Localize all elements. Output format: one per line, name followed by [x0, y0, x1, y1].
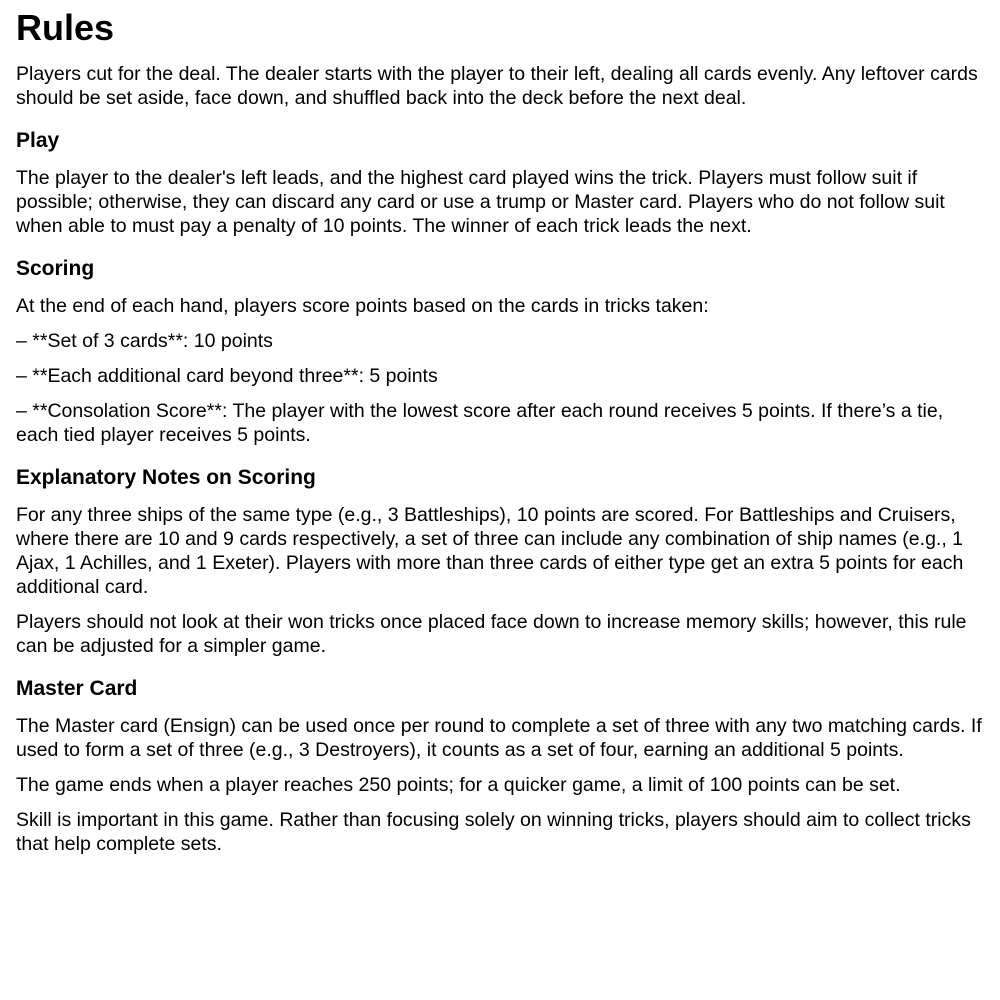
paragraph-dealing: Players cut for the deal. The dealer starts with the player to their left, dealing all cards evenly. Any leftover cards should be set aside, face down, and shuffled back into the deck before the next deal.: [16, 63, 978, 109]
paragraph-play: The player to the dealer's left leads, and the highest card played wins the trick. Players must follow suit if possible; otherwise, they can discard any card or use a trump or Master card. Players who do not follow suit when able to must pay a penalty of 10 points. The winner of each trick leads the next.: [16, 167, 945, 237]
paragraph-skill: Skill is important in this game. Rather than focusing solely on winning tricks, players should aim to collect tricks that help complete sets.: [16, 809, 971, 855]
paragraph-ship-sets: For any three ships of the same type (e.g., 3 Battleships), 10 points are scored. For Battleships and Cruisers, where there are 10 and 9 cards respectively, a set of three can include any combination of ship names (e.g., 1 Ajax, 1 Achilles, and 1 Exeter). Players with more than three cards of either type get an extra 5 points for each additional card.: [16, 504, 964, 598]
rules-document: [16, 8, 984, 856]
list-item-additional-card: – **Each additional card beyond three**: 5 points: [16, 365, 438, 387]
section-heading-master-card: Master Card: [16, 677, 138, 700]
section-heading-play: Play: [16, 129, 60, 152]
paragraph-memory-rule: Players should not look at their won tricks once placed face down to increase memory skills; however, this rule can be adjusted for a simpler game.: [16, 611, 967, 657]
section-heading-explanatory-notes: Explanatory Notes on Scoring: [16, 466, 316, 489]
section-heading-scoring: Scoring: [16, 257, 95, 280]
list-item-set-of-three: – **Set of 3 cards**: 10 points: [16, 330, 273, 352]
list-item-consolation-score: – **Consolation Score**: The player with the lowest score after each round receives 5 points. If there’s a tie, each tied player receives 5 points.: [16, 400, 944, 446]
paragraph-game-end: The game ends when a player reaches 250 points; for a quicker game, a limit of 100 points can be set.: [16, 774, 901, 796]
page-title: Rules: [16, 7, 115, 48]
paragraph-scoring-intro: At the end of each hand, players score points based on the cards in tricks taken:: [16, 295, 709, 317]
paragraph-master-card: The Master card (Ensign) can be used once per round to complete a set of three with any two matching cards. If used to form a set of three (e.g., 3 Destroyers), it counts as a set of four, earning an additional 5 points.: [16, 715, 982, 761]
